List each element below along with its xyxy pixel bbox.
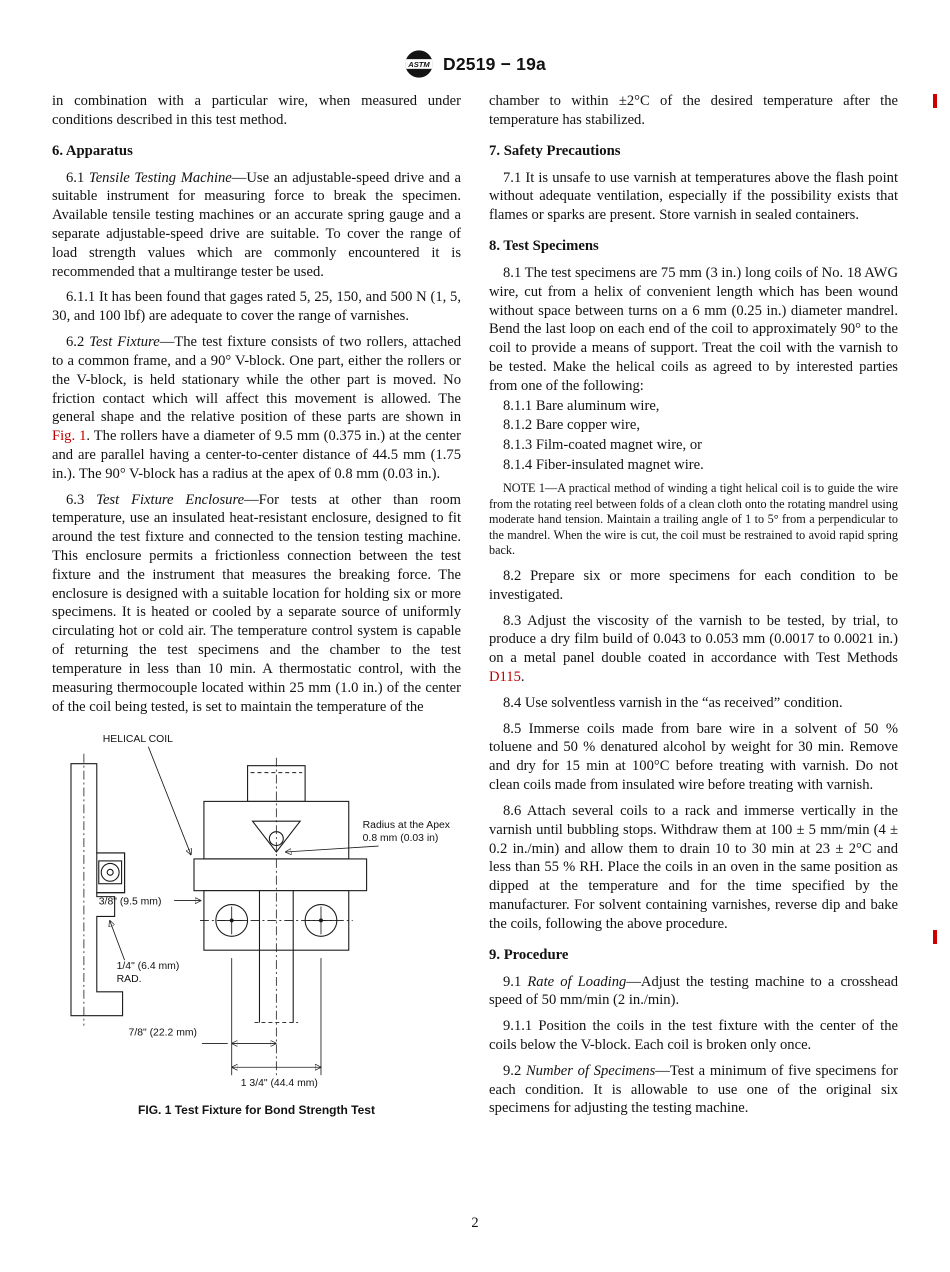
defined-term: Rate of Loading bbox=[527, 973, 627, 990]
section-heading-7: 7. Safety Precautions bbox=[489, 142, 621, 159]
text-run: 8.4 Use solventless varnish in the “as received” condition. bbox=[503, 694, 843, 711]
list-item-8-1-4 bbox=[489, 456, 898, 475]
text-run: 8.5 Immerse coils made from bare wire in a solvent of 50 % toluene and 50 % denatured alcohol by weight for 30 min. Remove and dry for 15 min at 100°C before treating with varnish. Do not clean coils made from insulated wire before treating with varnish. bbox=[489, 720, 898, 794]
text-run: —Adjust the testing machine to a crosshead speed of 50 mm/min (2 in./min). bbox=[489, 973, 899, 1009]
page-header bbox=[0, 48, 950, 80]
test-fixture-drawing bbox=[52, 726, 461, 1098]
radius-apex-label-2: 0.8 mm (0.03 in) bbox=[362, 833, 439, 845]
left-column bbox=[52, 92, 461, 1125]
defined-term: Number of Specimens bbox=[525, 1062, 656, 1079]
clause-number: 9.2 bbox=[503, 1062, 526, 1079]
paragraph-8-4 bbox=[489, 694, 898, 713]
defined-term: Test Fixture Enclosure bbox=[96, 491, 245, 508]
note-label: NOTE 1— bbox=[503, 480, 558, 495]
clause-number: 6.3 bbox=[66, 491, 97, 508]
note-text: A practical method of winding a tight helical coil is to guide the wire from the rotating reel between folds of a clean cloth onto the rotating mandrel using moderate hand tension. Maintain a trailing angle of 1 to 5° from a perpendicular to the mandrel. When the wire is cut, the coil must be restrained to avoid rapid spring back. bbox=[489, 480, 898, 558]
text-run: chamber to within ±2°C of the desired temperature after the temperature has stabilized. bbox=[489, 93, 898, 128]
dim-radius-label-2: RAD. bbox=[116, 974, 142, 986]
radius-apex-label-1: Radius at the Apex bbox=[362, 820, 451, 832]
figure-1-caption: FIG. 1 Test Fixture for Bond Strength Test bbox=[138, 1103, 375, 1118]
change-bar bbox=[933, 930, 937, 944]
defined-term: Tensile Testing Machine bbox=[88, 169, 232, 186]
defined-term: Test Fixture bbox=[89, 334, 160, 351]
clause-number: 9.1 bbox=[503, 973, 528, 990]
helical-coil-label: HELICAL COIL bbox=[102, 734, 173, 746]
text-run: 8.2 Prepare six or more specimens for each condition to be investigated. bbox=[489, 567, 898, 603]
paragraph-9-2 bbox=[489, 1062, 898, 1118]
section-heading-6: 6. Apparatus bbox=[52, 142, 133, 159]
text-run: 8.1.1 Bare aluminum wire, bbox=[503, 397, 660, 414]
section-heading-8: 8. Test Specimens bbox=[489, 238, 599, 255]
section-heading-9: 9. Procedure bbox=[489, 946, 569, 963]
text-run: . The rollers have a diameter of 9.5 mm (0.375 in.) at the center and are parallel having a center-to-center distance of 44.5 mm (1.75 in.). The 90° V-block has a radius at the apex of 0.8 mm (0.03 in.). bbox=[52, 428, 462, 482]
astm-logo-icon bbox=[404, 48, 434, 80]
text-run: 8.1.2 Bare copper wire, bbox=[503, 417, 640, 434]
text-run: —For tests at other than room temperature, use an insulated heat-resistant enclosure, designed to fit around the test fixture and connected to the tension testing machine. This enclosure permits a frictionless connection between the test fixture and the instrument that measures the breaking force. The enclosure is designed with a suitable location for holding six or more specimens. It is heated or cooled by a separate source of uniformly circulating hot or cold air. The temperature control system is capable of returning the test specimens and the chamber to the test temperature in less than 10 min. A thermostatic control, with the measuring thermocouple located within 25 mm (1.0 in.) of the center of the coil being tested, is set to maintain the temperature of the bbox=[52, 491, 461, 715]
text-run: —The test fixture consists of two rollers, attached to a common frame, and a 90° V-block. One part, either the rollers or the V-block, is held stationary while the other part is moved. No friction contact which will affect this movement is allowed. The general shape and the relative position of these parts are shown in bbox=[52, 334, 462, 426]
paragraph-9-1 bbox=[489, 973, 898, 1011]
paragraph-continuation bbox=[489, 92, 898, 130]
list-item-8-1-3 bbox=[489, 436, 898, 455]
paragraph-6-1-1 bbox=[52, 288, 461, 326]
note-1 bbox=[489, 481, 898, 559]
astm-logo-text: ASTM bbox=[408, 60, 430, 70]
text-run: 8.1.4 Fiber-insulated magnet wire. bbox=[503, 457, 704, 474]
paragraph-8-6 bbox=[489, 802, 898, 934]
paragraph-8-1 bbox=[489, 264, 898, 396]
text-run: 8.3 Adjust the viscosity of the varnish to be tested, by trial, to produce a dry film build of 0.043 to 0.053 mm (0.0017 to 0.0021 in.) on a metal panel double coated in accordance with Test Methods bbox=[489, 612, 898, 667]
text-run: 8.1.3 Film-coated magnet wire, or bbox=[503, 437, 702, 454]
text-run: 8.1 The test specimens are 75 mm (3 in.) long coils of No. 18 AWG wire, cut from a helix of convenient length which has been wound without space between turns on a 6 mm (0.25 in.) diameter mandrel. Bend the last loop on each end of the coil to approximately 90° to the coil to provide a means of support. Treat the coil with the varnish to be tested. Make the helical coils as agreed to by interested parties from one of the following: bbox=[489, 264, 898, 394]
paragraph-8-2 bbox=[489, 567, 898, 605]
fig-1-link[interactable]: Fig. 1 bbox=[52, 428, 87, 445]
change-bar bbox=[933, 94, 937, 108]
dim-roller-diameter-label: 3/8" (9.5 mm) bbox=[98, 896, 162, 908]
text-run: 7.1 It is unsafe to use varnish at temperatures above the flash point without adequate ventilation, especially if the possibility exists that flames or sparks are present. Store varnish in sealed containers. bbox=[489, 169, 898, 224]
figure-1 bbox=[52, 726, 461, 1118]
dim-78-label: 7/8" (22.2 mm) bbox=[128, 1027, 198, 1039]
paragraph-8-5 bbox=[489, 720, 898, 795]
text-run: 8.6 Attach several coils to a rack and immerse vertically in the varnish until bubbling stops. Withdraw them at 100 ± 5 mm/min (4 ± 0.2 in./min) and allow them to drain 10 to 30 min at 23 ± 2°C and less than 55 % RH. Place the coils in an oven in the same position as dipped at the temperature and for the time specified by the manufacturer. For solvent containing varnishes, reverse dip and bake the coils, following the above procedure. bbox=[489, 802, 898, 932]
paragraph-7-1 bbox=[489, 169, 898, 225]
text-run: in combination with a particular wire, when measured under conditions described in this test method. bbox=[52, 93, 461, 128]
paragraph-8-3 bbox=[489, 612, 898, 687]
dim-134-label: 1 3/4" (44.4 mm) bbox=[240, 1078, 318, 1090]
clause-number: 6.2 bbox=[66, 334, 90, 351]
helical-coil-drawing bbox=[194, 859, 367, 891]
paragraph-9-1-1 bbox=[489, 1017, 898, 1055]
right-column bbox=[489, 92, 898, 1125]
designation-title: D2519 − 19a bbox=[443, 53, 546, 74]
paragraph-6-2 bbox=[52, 333, 461, 484]
text-run: —Use an adjustable-speed drive and a suitable instrument for measuring force to break the specimen. Available tensile testing machines or an accurate spring gauge and a separate adjustable-speed drive are suitable. To cover the range of load strength values which are commonly encountered it is recommended that a multirange tester be used. bbox=[52, 169, 461, 280]
page-footer bbox=[0, 1215, 950, 1232]
list-item-8-1-1 bbox=[489, 397, 898, 416]
text-run: 6.1.1 It has been found that gages rated 5, 25, 150, and 500 N (1, 5, 30, and 100 lbf) are adequate to cover the range of varnishes. bbox=[52, 289, 461, 325]
list-item-8-1-2 bbox=[489, 416, 898, 435]
page-number: 2 bbox=[471, 1215, 479, 1231]
paragraph-6-1 bbox=[52, 169, 461, 282]
clause-number: 6.1 bbox=[66, 169, 89, 186]
two-column-body bbox=[52, 92, 898, 1125]
text-run: 9.1.1 Position the coils in the test fixture with the center of the coils below the V-block. Each coil is broken only once. bbox=[489, 1018, 898, 1053]
text-run: . bbox=[520, 669, 525, 686]
text-run: —Test a minimum of five specimens for each condition. It is allowable to use one of the original six specimens for adjusting the testing machine. bbox=[489, 1062, 899, 1117]
dim-radius-label-1: 1/4" (6.4 mm) bbox=[116, 961, 180, 973]
d115-link[interactable]: D115 bbox=[489, 669, 521, 686]
paragraph-6-3 bbox=[52, 491, 461, 717]
paragraph-continuation bbox=[52, 92, 461, 130]
